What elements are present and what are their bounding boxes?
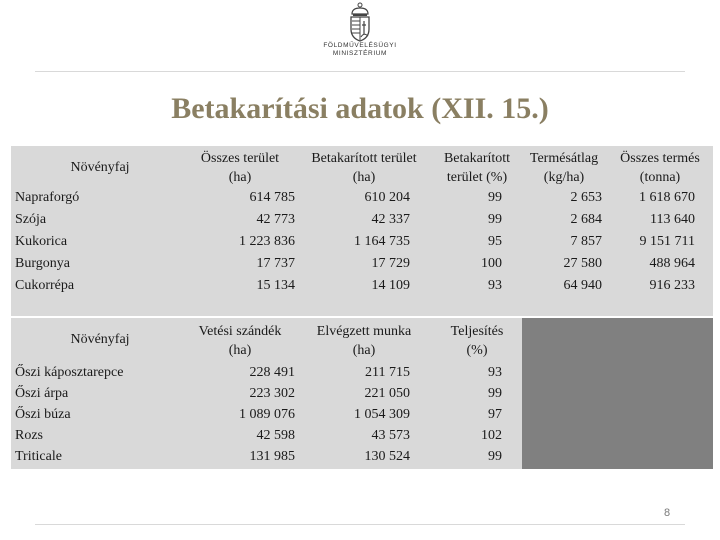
cell: 64 940 <box>563 278 602 293</box>
cell: 17 737 <box>256 256 295 271</box>
cell: 130 524 <box>364 449 410 464</box>
cell: 102 <box>481 428 502 443</box>
table2-col-header: Teljesítés (%) <box>450 324 504 358</box>
cell: 131 985 <box>249 449 295 464</box>
table1-col-header: Termésátlag (kg/ha) <box>529 151 599 185</box>
cell: 223 302 <box>249 386 295 401</box>
cell: 95 <box>488 234 502 249</box>
table1-col-header: Betakarított terület (%) <box>443 151 511 185</box>
cell: 100 <box>481 256 502 271</box>
logo-line-1: FÖLDMŰVELÉSÜGYI <box>323 42 397 49</box>
crop-label: Őszi árpa <box>15 386 69 401</box>
table2-col-header: Elvégzett munka (ha) <box>316 324 412 358</box>
cell: 221 050 <box>364 386 410 401</box>
cell: 97 <box>488 407 502 422</box>
cell: 99 <box>488 449 502 464</box>
ministry-logo <box>310 2 410 70</box>
cell: 93 <box>488 278 502 293</box>
cell: 916 233 <box>649 278 695 293</box>
page-title: Betakarítási adatok (XII. 15.) <box>171 92 549 125</box>
crop-label: Napraforgó <box>15 190 80 205</box>
cell: 614 785 <box>249 190 295 205</box>
cell: 113 640 <box>650 212 695 227</box>
cell: 1 223 836 <box>239 234 295 249</box>
cell: 42 598 <box>256 428 295 443</box>
table1-crop-header: Növényfaj <box>70 160 130 175</box>
cell: 42 773 <box>256 212 295 227</box>
cell: 1 054 309 <box>354 407 410 422</box>
coat-of-arms-icon <box>347 2 373 42</box>
crop-label: Őszi káposztarepce <box>15 365 124 380</box>
cell: 7 857 <box>570 234 602 249</box>
table1-col-header: Összes terület (ha) <box>200 151 280 185</box>
footer-divider <box>35 524 685 525</box>
cell: 211 715 <box>365 365 410 380</box>
crop-label: Rozs <box>15 428 43 443</box>
cell: 93 <box>488 365 502 380</box>
cell: 1 164 735 <box>354 234 410 249</box>
cell: 2 684 <box>570 212 602 227</box>
cell: 2 653 <box>570 190 602 205</box>
cell: 1 089 076 <box>239 407 295 422</box>
crop-label: Cukorrépa <box>15 278 75 293</box>
page-number: 8 <box>664 507 671 519</box>
crop-label: Őszi búza <box>15 407 71 422</box>
table1-col-header: Betakarított terület (ha) <box>311 151 417 185</box>
cell: 228 491 <box>249 365 295 380</box>
crop-label: Kukorica <box>15 234 68 249</box>
cell: 14 109 <box>371 278 410 293</box>
empty-dark-block <box>522 318 713 469</box>
table2-crop-header: Növényfaj <box>70 332 130 347</box>
crop-label: Burgonya <box>15 256 70 271</box>
cell: 610 204 <box>364 190 410 205</box>
cell: 99 <box>488 212 502 227</box>
cell: 1 618 670 <box>639 190 695 205</box>
crop-label: Triticale <box>15 449 62 464</box>
cell: 27 580 <box>563 256 602 271</box>
cell: 488 964 <box>649 256 695 271</box>
cell: 99 <box>488 386 502 401</box>
cell: 15 134 <box>256 278 295 293</box>
cell: 42 337 <box>371 212 410 227</box>
cell: 43 573 <box>371 428 410 443</box>
table1-col-header: Összes termés (tonna) <box>620 151 700 185</box>
table2-col-header: Vetési szándék (ha) <box>198 324 282 358</box>
cell: 99 <box>488 190 502 205</box>
cell: 9 151 711 <box>639 234 695 249</box>
header-divider <box>35 71 685 72</box>
cell: 17 729 <box>371 256 410 271</box>
crop-label: Szója <box>15 212 47 227</box>
logo-line-2: MINISZTÉRIUM <box>332 50 388 57</box>
